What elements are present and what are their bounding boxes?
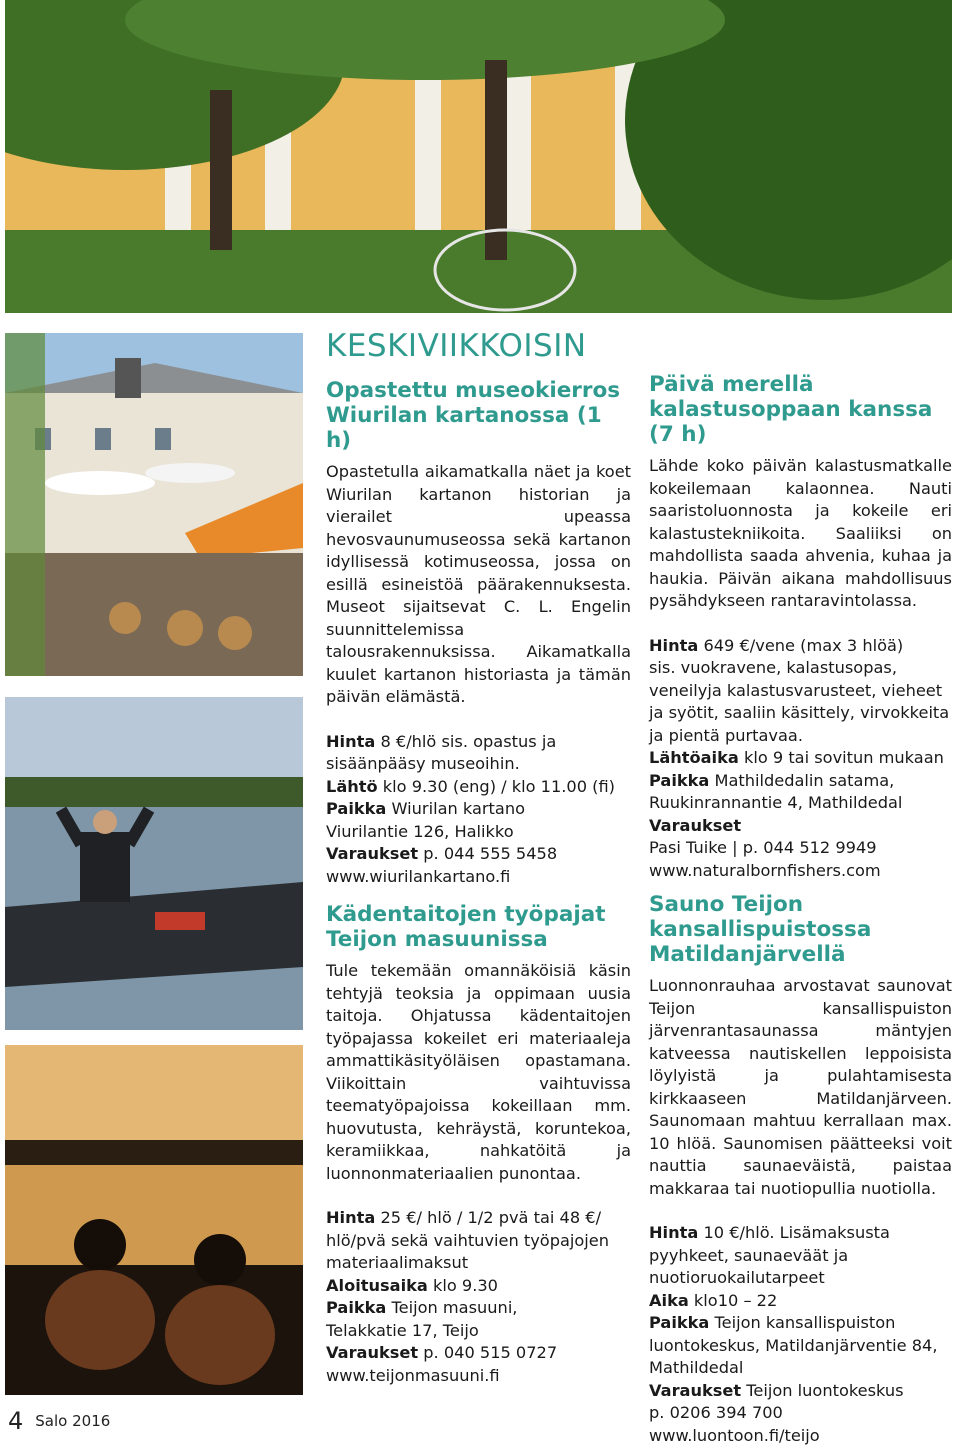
- place-label: Paikka: [326, 1298, 386, 1317]
- museum-tour-event: [326, 378, 631, 888]
- museum-tour-title: Opastettu museokierros Wiurilan kartanossa (1 h): [326, 378, 631, 453]
- departure-label: Lähtö: [326, 777, 378, 796]
- fishing-day-description: Lähde koko päivän kalastusmatkalle kokeilemaan kalaonnea. Nauti saaristoluonnosta ja kokeile eri kalastustekniikoita. Saaliiksi on mahdollista saada ahvenia, kuhaa ja haukia. Päivän aikana mahdollisuus pysähdykseen rantaravintolassa.: [649, 455, 952, 613]
- departure-label: Lähtöaika: [649, 748, 739, 767]
- booking-label: Varaukset: [326, 1343, 418, 1362]
- museum-tour-description: Opastetulla aikamatkalla näet ja koet Wiurilan kartanon historian ja vierailet upeassa hevosvaunumuseossa sekä kartanon idyllisessä kotimuseossa, jossa on esillä esineistöä päärakennuksesta. Museot sijaitsevat C. L. Engelin suunnittelemissa talousrakennuksissa. Aikamatkalla kuulet kartanon historiasta ja tämän päivän elämästä.: [326, 461, 631, 709]
- museum-tour-address: Viurilantie 126, Halikko: [326, 821, 631, 844]
- craft-workshops-booking: Varaukset p. 040 515 0727: [326, 1342, 631, 1365]
- manor-house-photo: [5, 0, 952, 313]
- fishing-day-website[interactable]: www.naturalbornfishers.com: [649, 860, 952, 883]
- publication-name: Salo 2016: [35, 1412, 110, 1430]
- booking-label: Varaukset: [649, 815, 952, 838]
- place-label: Paikka: [649, 771, 709, 790]
- museum-tour-place: Paikka Wiurilan kartano: [326, 798, 631, 821]
- booking-label: Varaukset: [326, 844, 418, 863]
- outdoor-market-photo: [5, 333, 303, 676]
- place-label: Paikka: [649, 1313, 709, 1332]
- right-column: [649, 372, 952, 1447]
- sauna-place: Paikka Teijon kansallispuiston luontokeskus, Matildanjärventie 84, Mathildedal: [649, 1312, 952, 1380]
- price-label: Hinta: [326, 1208, 375, 1227]
- middle-column: [326, 328, 631, 1387]
- sauna-price: Hinta 10 €/hlö. Lisämaksusta pyyhkeet, saunaeväät ja nuotioruokailutarpeet: [649, 1222, 952, 1290]
- fishing-day-includes: sis. vuokravene, kalastusopas, veneilyja kalastusvarusteet, vieheet ja syötit, saaliin käsittely, virvokkeita ja pientä purtavaa.: [649, 657, 952, 747]
- sauna-title: Sauno Teijon kansallispuistossa Matildanjärvellä: [649, 892, 952, 967]
- fishing-day-place: Paikka Mathildedalin satama, Ruukinrannantie 4, Mathildedal: [649, 770, 952, 815]
- booking-label: Varaukset: [649, 1381, 741, 1400]
- fishing-day-departure: Lähtöaika klo 9 tai sovitun mukaan: [649, 747, 952, 770]
- museum-tour-website[interactable]: www.wiurilankartano.fi: [326, 866, 631, 889]
- sauna-phone: p. 0206 394 700: [649, 1402, 952, 1425]
- price-label: Hinta: [326, 732, 375, 751]
- sauna-website[interactable]: www.luontoon.fi/teijo: [649, 1425, 952, 1447]
- time-label: Aika: [649, 1291, 689, 1310]
- fisherman-boat-photo: [5, 697, 303, 1030]
- price-label: Hinta: [649, 636, 698, 655]
- price-label: Hinta: [649, 1223, 698, 1242]
- craft-workshops-address: Telakkatie 17, Teijo: [326, 1320, 631, 1343]
- craft-workshops-start: Aloitusaika klo 9.30: [326, 1275, 631, 1298]
- museum-tour-booking: Varaukset p. 044 555 5458: [326, 843, 631, 866]
- fishing-day-price: Hinta 649 €/vene (max 3 hlöä): [649, 635, 952, 658]
- page-number: 4: [8, 1407, 23, 1435]
- place-label: Paikka: [326, 799, 386, 818]
- craft-workshops-price: Hinta 25 €/ hlö / 1/2 pvä tai 48 €/ hlö/pvä sekä vaihtuvien työpajojen materiaalimaksut: [326, 1207, 631, 1275]
- craft-workshops-description: Tule tekemään omannäköisiä käsin tehtyjä teoksia ja oppimaan uusia taitoja. Ohjatussa kädentaitojen työpajassa kokeilet eri materiaaleja ammattikäsityöläisen opastamana. Viikoittain vaihtuvissa teematyöpajoissa kokeillaan mm. huovutusta, kehräystä, koruntekoa, keramiikkaa, nahkatöitä ja luonnonmateriaalien punontaa.: [326, 960, 631, 1185]
- craft-workshops-title: Kädentaitojen työpajat Teijon masuunissa: [326, 902, 631, 952]
- sauna-description: Luonnonrauhaa arvostavat saunovat Teijon kansallispuiston järvenrantasaunassa mäntyjen katveessa nautiskellen leppoisista löylyistä ja pulahtamisesta kirkkaaseen Matildanjärveen. Saunomaan mahtuu kerrallaan max. 10 hlöä. Saunomisen päätteeksi voit nauttia saunaeväistä, paistaa makkaraa tai nuotiopullia nuotiolla.: [649, 975, 952, 1200]
- fishing-day-event: [649, 372, 952, 882]
- craft-workshops-place: Paikka Teijon masuuni,: [326, 1297, 631, 1320]
- page-footer: [8, 1407, 110, 1435]
- section-title: KESKIVIIKKOISIN: [326, 328, 631, 364]
- fishing-day-title: Päivä merellä kalastusoppaan kanssa (7 h): [649, 372, 952, 447]
- craft-workshops-event: [326, 902, 631, 1387]
- fishing-day-booking: Pasi Tuike | p. 044 512 9949: [649, 837, 952, 860]
- craft-workshops-website[interactable]: www.teijonmasuuni.fi: [326, 1365, 631, 1388]
- sauna-booking: Varaukset Teijon luontokeskus: [649, 1380, 952, 1403]
- start-label: Aloitusaika: [326, 1276, 428, 1295]
- sauna-event: [649, 892, 952, 1447]
- museum-tour-price: Hinta 8 €/hlö sis. opastus ja sisäänpääsy museoihin.: [326, 731, 631, 776]
- museum-tour-departure: Lähtö klo 9.30 (eng) / klo 11.00 (fi): [326, 776, 631, 799]
- sauna-time: Aika klo10 – 22: [649, 1290, 952, 1313]
- sauna-bathers-photo: [5, 1045, 303, 1395]
